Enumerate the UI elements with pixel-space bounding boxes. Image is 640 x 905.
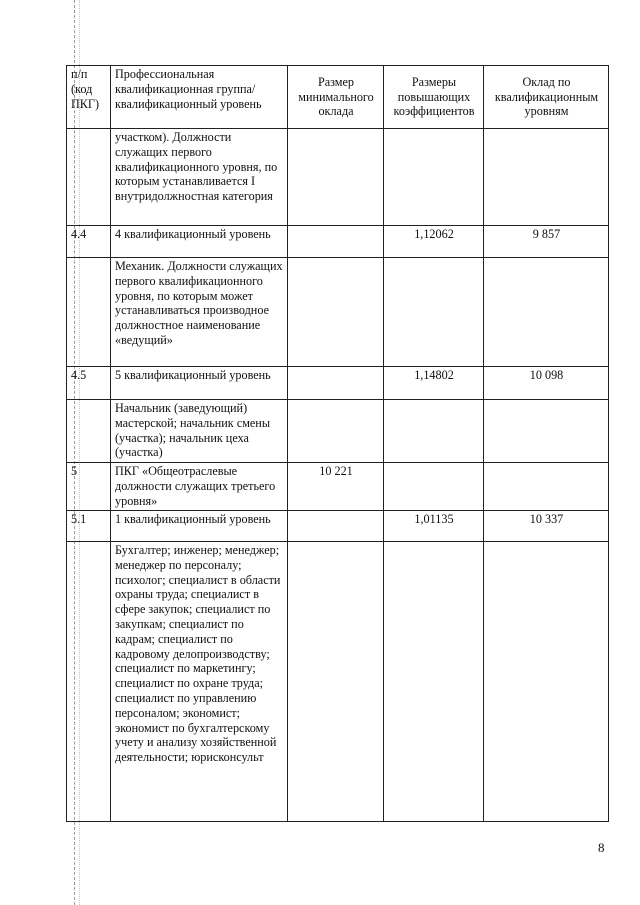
- row-salary: [484, 542, 609, 822]
- header-coefficients: Размеры повышающих коэффициентов: [384, 66, 484, 129]
- header-salary-by-level: Оклад по квалификационным уровням: [484, 66, 609, 129]
- row-code: 4.5: [67, 367, 111, 400]
- row-code: [67, 542, 111, 822]
- row-coefficient: [384, 463, 484, 511]
- table-row: [67, 226, 609, 258]
- row-coefficient: 1,12062: [384, 226, 484, 258]
- row-coefficient: [384, 400, 484, 463]
- row-min-salary: [288, 367, 384, 400]
- row-name: 1 квалификационный уровень: [111, 511, 288, 542]
- row-min-salary: [288, 226, 384, 258]
- row-salary: 9 857: [484, 226, 609, 258]
- row-code: [67, 258, 111, 367]
- row-min-salary: [288, 400, 384, 463]
- row-salary: [484, 258, 609, 367]
- row-min-salary: [288, 129, 384, 226]
- row-salary: [484, 463, 609, 511]
- row-code: 5: [67, 463, 111, 511]
- table-row: [67, 258, 609, 367]
- table-header-row: [67, 66, 609, 129]
- row-coefficient: [384, 129, 484, 226]
- row-coefficient: [384, 542, 484, 822]
- table-row: [67, 400, 609, 463]
- row-min-salary: [288, 258, 384, 367]
- row-coefficient: [384, 258, 484, 367]
- table-row: [67, 463, 609, 511]
- row-name: участком). Должности служащих первого квалификационного уровня, по которым устанавливается I внутридолжностная категория: [111, 129, 288, 226]
- row-name: Механик. Должности служащих первого квалификационного уровня, по которым может устанавливаться производное должностное наименование «ведущий»: [111, 258, 288, 367]
- row-name: Бухгалтер; инженер; менеджер; менеджер по персоналу; психолог; специалист в области охраны труда; специалист в сфере закупок; специалист по закупкам; специалист по кадрам; специалист по кадровому делопроизводству; специалист по маркетингу; специалист по охране труда; специалист по управлению персоналом; экономист; экономист по бухгалтерскому учету и анализу хозяйственной деятельности; юрисконсульт: [111, 542, 288, 822]
- row-min-salary: [288, 542, 384, 822]
- page-number: 8: [598, 840, 605, 855]
- row-salary: [484, 400, 609, 463]
- row-coefficient: 1,01135: [384, 511, 484, 542]
- row-code: 4.4: [67, 226, 111, 258]
- row-code: [67, 400, 111, 463]
- row-code: [67, 129, 111, 226]
- row-name: ПКГ «Общеотраслевые должности служащих третьего уровня»: [111, 463, 288, 511]
- header-group-level: Профессиональная квалификационная группа/квалификационный уровень: [111, 66, 288, 129]
- row-coefficient: 1,14802: [384, 367, 484, 400]
- header-code: п/п (код ПКГ): [67, 66, 111, 129]
- row-name: 5 квалификационный уровень: [111, 367, 288, 400]
- row-name: 4 квалификационный уровень: [111, 226, 288, 258]
- row-salary: 10 337: [484, 511, 609, 542]
- header-min-salary: Размер минимального оклада: [288, 66, 384, 129]
- table-row: [67, 129, 609, 226]
- table-row: [67, 542, 609, 822]
- row-min-salary: [288, 511, 384, 542]
- row-name: Начальник (заведующий) мастерской; начальник смены (участка); начальник цеха (участка): [111, 400, 288, 463]
- row-salary: 10 098: [484, 367, 609, 400]
- row-min-salary: 10 221: [288, 463, 384, 511]
- table-row: [67, 367, 609, 400]
- table-row: [67, 511, 609, 542]
- salary-table: [66, 65, 609, 822]
- row-code: 5.1: [67, 511, 111, 542]
- row-salary: [484, 129, 609, 226]
